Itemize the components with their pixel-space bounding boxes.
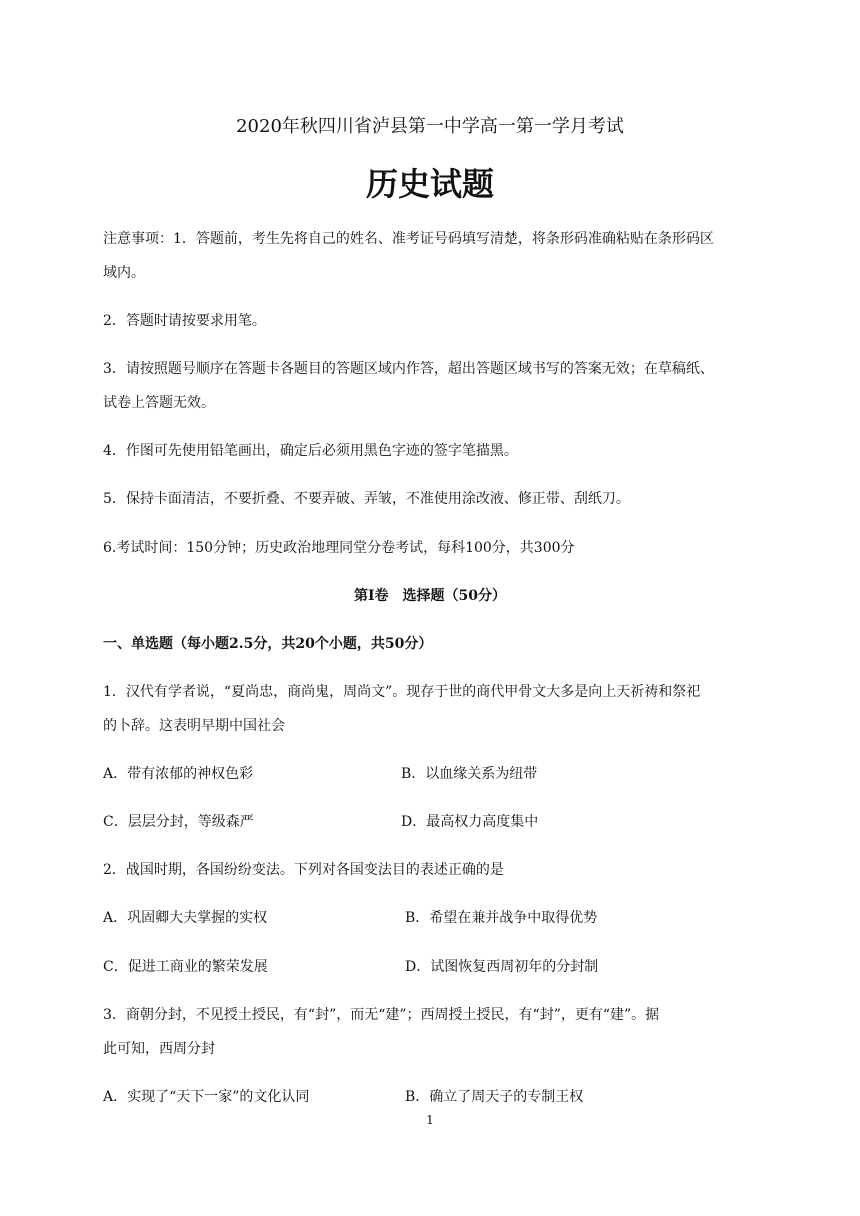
note-line: 试卷上答题无效。 <box>103 395 215 411</box>
question-2-option-b: B．希望在兼并战争中取得优势 <box>405 910 598 926</box>
note-line: 5．保持卡面清洁，不要折叠、不要弄破、弄皱，不准使用涂改液、修正带、刮纸刀。 <box>103 491 630 507</box>
question-1-stem: 的卜辞。这表明早期中国社会 <box>103 718 285 734</box>
question-3-stem: 3．商朝分封，不见授土授民，有“封”，而无“建”；西周授土授民，有“封”，更有“建”。据 <box>103 1007 660 1023</box>
question-2-option-a: A．巩固卿大夫掌握的实权 <box>103 910 268 926</box>
question-3-stem: 此可知，西周分封 <box>103 1041 215 1057</box>
note-line: 域内。 <box>103 265 145 281</box>
part-title: 一、单选题（每小题2.5分，共20个小题，共50分） <box>103 636 433 652</box>
question-2-option-d: D．试图恢复西周初年的分封制 <box>405 959 599 975</box>
note-line: 注意事项：1．答题前，考生先将自己的姓名、准考证号码填写清楚，将条形码准确粘贴在条形码区 <box>103 231 714 247</box>
note-line: 4．作图可先使用铅笔画出，确定后必须用黑色字迹的签字笔描黑。 <box>103 443 518 459</box>
question-3-option-a: A．实现了“天下一家”的文化认同 <box>103 1089 310 1105</box>
note-line: 6.考试时间：150分钟；历史政治地理同堂分卷考试，每科100分，共300分 <box>103 540 575 556</box>
question-1-option-c: C．层层分封，等级森严 <box>103 814 254 830</box>
exam-school-title: 2020年秋四川省泸县第一中学高一第一学月考试 <box>236 116 624 137</box>
question-2-stem: 2．战国时期，各国纷纷变法。下列对各国变法目的表述正确的是 <box>103 862 504 878</box>
volume-title: 第I卷 选择题（50分） <box>353 588 507 604</box>
note-line: 3．请按照题号顺序在答题卡各题目的答题区域内作答，超出答题区域书写的答案无效；在草稿纸、 <box>103 361 714 377</box>
question-1-option-b: B．以血缘关系为纽带 <box>401 766 538 782</box>
exam-subject-title: 历史试题 <box>365 165 494 203</box>
question-3-option-b: B．确立了周天子的专制王权 <box>405 1089 584 1105</box>
note-line: 2．答题时请按要求用笔。 <box>103 313 266 329</box>
question-1-option-a: A．带有浓郁的神权色彩 <box>103 766 254 782</box>
question-1-option-d: D．最高权力高度集中 <box>401 814 539 830</box>
question-1-stem: 1．汉代有学者说，“夏尚忠，商尚鬼，周尚文”。现存于世的商代甲骨文大多是向上天祈祷和祭祀 <box>103 684 701 700</box>
page-number: 1 <box>426 1113 434 1127</box>
question-2-option-c: C．促进工商业的繁荣发展 <box>103 959 268 975</box>
